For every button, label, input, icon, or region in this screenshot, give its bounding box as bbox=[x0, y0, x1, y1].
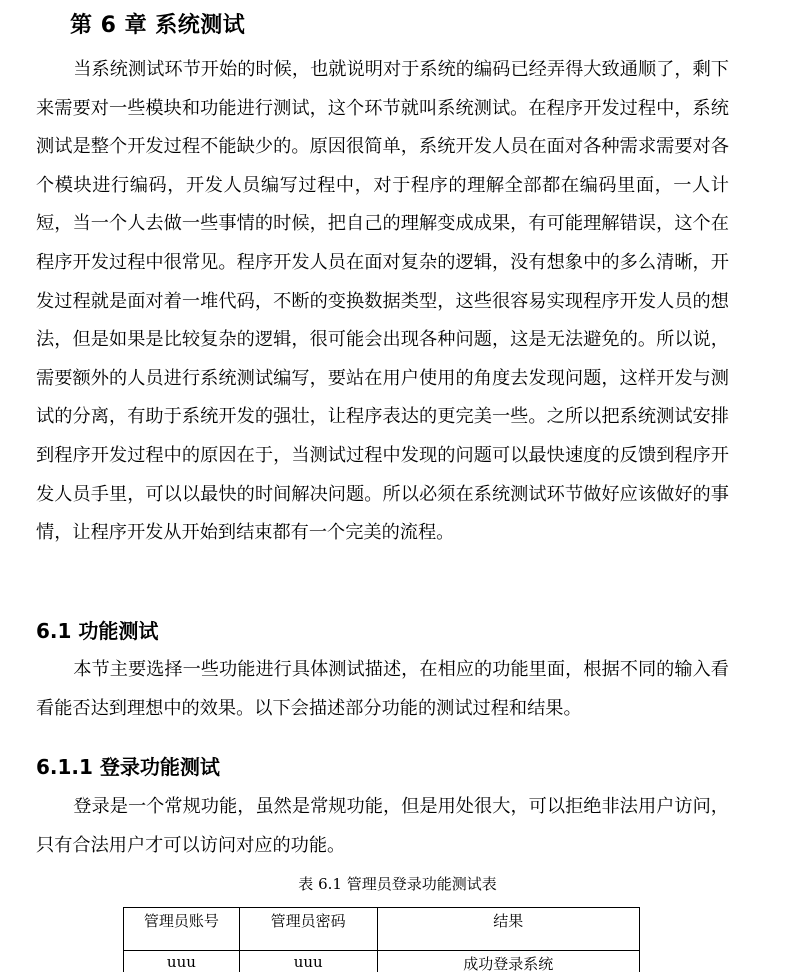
section-6-1-paragraph: 本节主要选择一些功能进行具体测试描述，在相应的功能里面，根据不同的输入看看能否达到理想中的效果。以下会描述部分功能的测试过程和结果。 bbox=[36, 659, 729, 719]
section-6-1-1-heading: 6.1.1 登录功能测试 bbox=[36, 755, 220, 779]
table-header-account: 管理员账号 bbox=[124, 908, 240, 951]
login-test-table bbox=[123, 907, 640, 972]
table-row bbox=[124, 951, 640, 972]
section-6-1-heading: 6.1 功能测试 bbox=[36, 619, 159, 643]
table-header-row bbox=[124, 908, 640, 951]
table-cell-password: uuu bbox=[239, 951, 377, 972]
chapter-intro-paragraph: 当系统测试环节开始的时候，也就说明对于系统的编码已经弄得大致通顺了，剩下来需要对一些模块和功能进行测试，这个环节就叫系统测试。在程序开发过程中，系统测试是整个开发过程不能缺少的。原因很简单，系统开发人员在面对各种需求需要对各个模块进行编码，开发人员编写过程中，对于程序的理解全部都在编码里面，一人计短，当一个人去做一些事情的时候，把自己的理解变成成果，有可能理解错误，这个在程序开发过程中很常见。程序开发人员在面对复杂的逻辑，没有想象中的多么清晰，开发过程就是面对着一堆代码，不断的变换数据类型，这些很容易实现程序开发人员的想法，但是如果是比较复杂的逻辑，很可能会出现各种问题，这是无法避免的。所以说，需要额外的人员进行系统测试编写，要站在用户使用的角度去发现问题，这样开发与测试的分离，有助于系统开发的强壮，让程序表达的更完美一些。之所以把系统测试安排到程序开发过程中的原因在于，当测试过程中发现的问题可以最快速度的反馈到程序开发人员手里，可以以最快的时间解决问题。所以必须在系统测试环节做好应该做好的事情，让程序开发从开始到结束都有一个完美的流程。 bbox=[36, 59, 729, 544]
table-header-password: 管理员密码 bbox=[239, 908, 377, 951]
table-cell-account: uuu bbox=[124, 951, 240, 972]
table-header-result: 结果 bbox=[377, 908, 639, 951]
table-caption: 表 6.1 管理员登录功能测试表 bbox=[298, 875, 497, 893]
table-cell-result: 成功登录系统 bbox=[377, 951, 639, 972]
section-6-1-1-paragraph: 登录是一个常规功能，虽然是常规功能，但是用处很大，可以拒绝非法用户访问，只有合法用户才可以访问对应的功能。 bbox=[36, 796, 729, 856]
chapter-title: 第 6 章 系统测试 bbox=[70, 13, 246, 38]
